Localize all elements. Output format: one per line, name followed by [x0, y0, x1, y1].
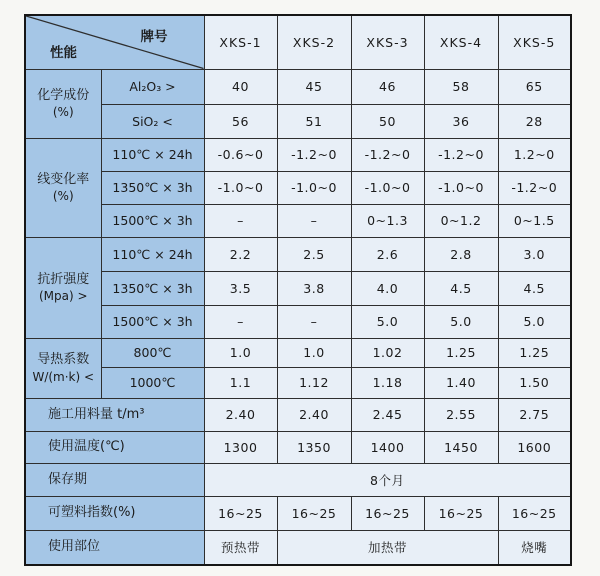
value-cell: 0~1.2 — [424, 204, 498, 237]
value-cell: 1.02 — [351, 338, 424, 367]
value-cell: 2.40 — [204, 398, 277, 431]
value-cell: 58 — [424, 69, 498, 104]
sub-label-al2o3: Al₂O₃ > — [101, 69, 204, 104]
row-label-service-temperature: 使用温度(℃) — [25, 431, 204, 463]
sub-label-800c: 800℃ — [101, 338, 204, 367]
value-cell: 3.8 — [277, 271, 351, 305]
corner-label-property: 性能 — [50, 44, 77, 61]
value-cell: 1450 — [424, 431, 498, 463]
value-cell: 4.0 — [351, 271, 424, 305]
value-cell: 3.5 — [204, 271, 277, 305]
sub-label-1500c-3h: 1500℃ × 3h — [101, 204, 204, 237]
value-cell: 4.5 — [498, 271, 571, 305]
value-cell: -1.2~0 — [351, 138, 424, 171]
value-cell: 40 — [204, 69, 277, 104]
value-cell: 1.0 — [204, 338, 277, 367]
sub-label-1000c: 1000℃ — [101, 367, 204, 398]
value-cell: 50 — [351, 104, 424, 138]
value-cell: 1600 — [498, 431, 571, 463]
value-cell: -1.0~0 — [204, 171, 277, 204]
group-label-linear-change: 线变化率 (%) — [25, 138, 101, 237]
row-label-shelf-life: 保存期 — [25, 463, 204, 496]
value-cell: 46 — [351, 69, 424, 104]
value-cell: 5.0 — [424, 305, 498, 338]
value-cell: 2.5 — [277, 237, 351, 271]
value-cell: 4.5 — [424, 271, 498, 305]
value-cell: – — [204, 305, 277, 338]
sub-label-1350c-3h: 1350℃ × 3h — [101, 271, 204, 305]
value-cell: 51 — [277, 104, 351, 138]
value-cell: 1300 — [204, 431, 277, 463]
value-cell: 1.2~0 — [498, 138, 571, 171]
shelf-life-value-cell: 8个月 — [204, 463, 571, 496]
value-cell: 1.25 — [424, 338, 498, 367]
value-cell: -1.0~0 — [351, 171, 424, 204]
column-header-xks-3: XKS-3 — [351, 15, 424, 69]
value-cell: -0.6~0 — [204, 138, 277, 171]
value-cell: 16~25 — [351, 496, 424, 530]
column-header-xks-4: XKS-4 — [424, 15, 498, 69]
value-cell: 1400 — [351, 431, 424, 463]
sub-label-1500c-3h: 1500℃ × 3h — [101, 305, 204, 338]
row-label-plasticity-index: 可塑料指数(%) — [25, 496, 204, 530]
spec-table — [24, 14, 572, 566]
row-label-application: 使用部位 — [25, 530, 204, 565]
value-cell: 45 — [277, 69, 351, 104]
value-cell: -1.2~0 — [277, 138, 351, 171]
value-cell: 0~1.5 — [498, 204, 571, 237]
value-cell: 1.50 — [498, 367, 571, 398]
value-cell: -1.2~0 — [424, 138, 498, 171]
group-label-flexural-strength: 抗折强度 (Mpa) > — [25, 237, 101, 338]
value-cell: 16~25 — [498, 496, 571, 530]
corner-label-brand: 牌号 — [140, 29, 168, 45]
value-cell: – — [277, 305, 351, 338]
value-cell: 1.12 — [277, 367, 351, 398]
sub-label-1350c-3h: 1350℃ × 3h — [101, 171, 204, 204]
value-cell: 2.40 — [277, 398, 351, 431]
value-cell: 65 — [498, 69, 571, 104]
value-cell: 1.40 — [424, 367, 498, 398]
value-cell: 2.75 — [498, 398, 571, 431]
value-cell: 1.0 — [277, 338, 351, 367]
value-cell: 36 — [424, 104, 498, 138]
value-cell: 1.1 — [204, 367, 277, 398]
value-cell: -1.0~0 — [277, 171, 351, 204]
application-cell-burner: 烧嘴 — [498, 530, 571, 565]
value-cell: 16~25 — [277, 496, 351, 530]
value-cell: 5.0 — [351, 305, 424, 338]
value-cell: 2.55 — [424, 398, 498, 431]
group-label-chemical-composition: 化学成份 (%) — [25, 69, 101, 138]
sub-label-sio2: SiO₂ < — [101, 104, 204, 138]
value-cell: 56 — [204, 104, 277, 138]
value-cell: 2.6 — [351, 237, 424, 271]
sub-label-110c-24h: 110℃ × 24h — [101, 237, 204, 271]
value-cell: 5.0 — [498, 305, 571, 338]
column-header-xks-2: XKS-2 — [277, 15, 351, 69]
value-cell: – — [204, 204, 277, 237]
corner-header-cell — [25, 15, 204, 69]
value-cell: 2.8 — [424, 237, 498, 271]
value-cell: 1.18 — [351, 367, 424, 398]
value-cell: -1.0~0 — [424, 171, 498, 204]
value-cell: 0~1.3 — [351, 204, 424, 237]
spec-sheet — [24, 14, 572, 566]
application-cell-heating-zone: 加热带 — [277, 530, 498, 565]
value-cell: 16~25 — [204, 496, 277, 530]
column-header-xks-5: XKS-5 — [498, 15, 571, 69]
value-cell: 16~25 — [424, 496, 498, 530]
column-header-xks-1: XKS-1 — [204, 15, 277, 69]
value-cell: 3.0 — [498, 237, 571, 271]
value-cell: – — [277, 204, 351, 237]
application-cell-preheating-zone: 预热带 — [204, 530, 277, 565]
value-cell: 1350 — [277, 431, 351, 463]
value-cell: 2.45 — [351, 398, 424, 431]
value-cell: 28 — [498, 104, 571, 138]
value-cell: 2.2 — [204, 237, 277, 271]
group-label-thermal-conductivity: 导热系数 W/(m·k) < — [25, 338, 101, 398]
value-cell: -1.2~0 — [498, 171, 571, 204]
value-cell: 1.25 — [498, 338, 571, 367]
row-label-material-usage: 施工用料量 t/m³ — [25, 398, 204, 431]
sub-label-110c-24h: 110℃ × 24h — [101, 138, 204, 171]
